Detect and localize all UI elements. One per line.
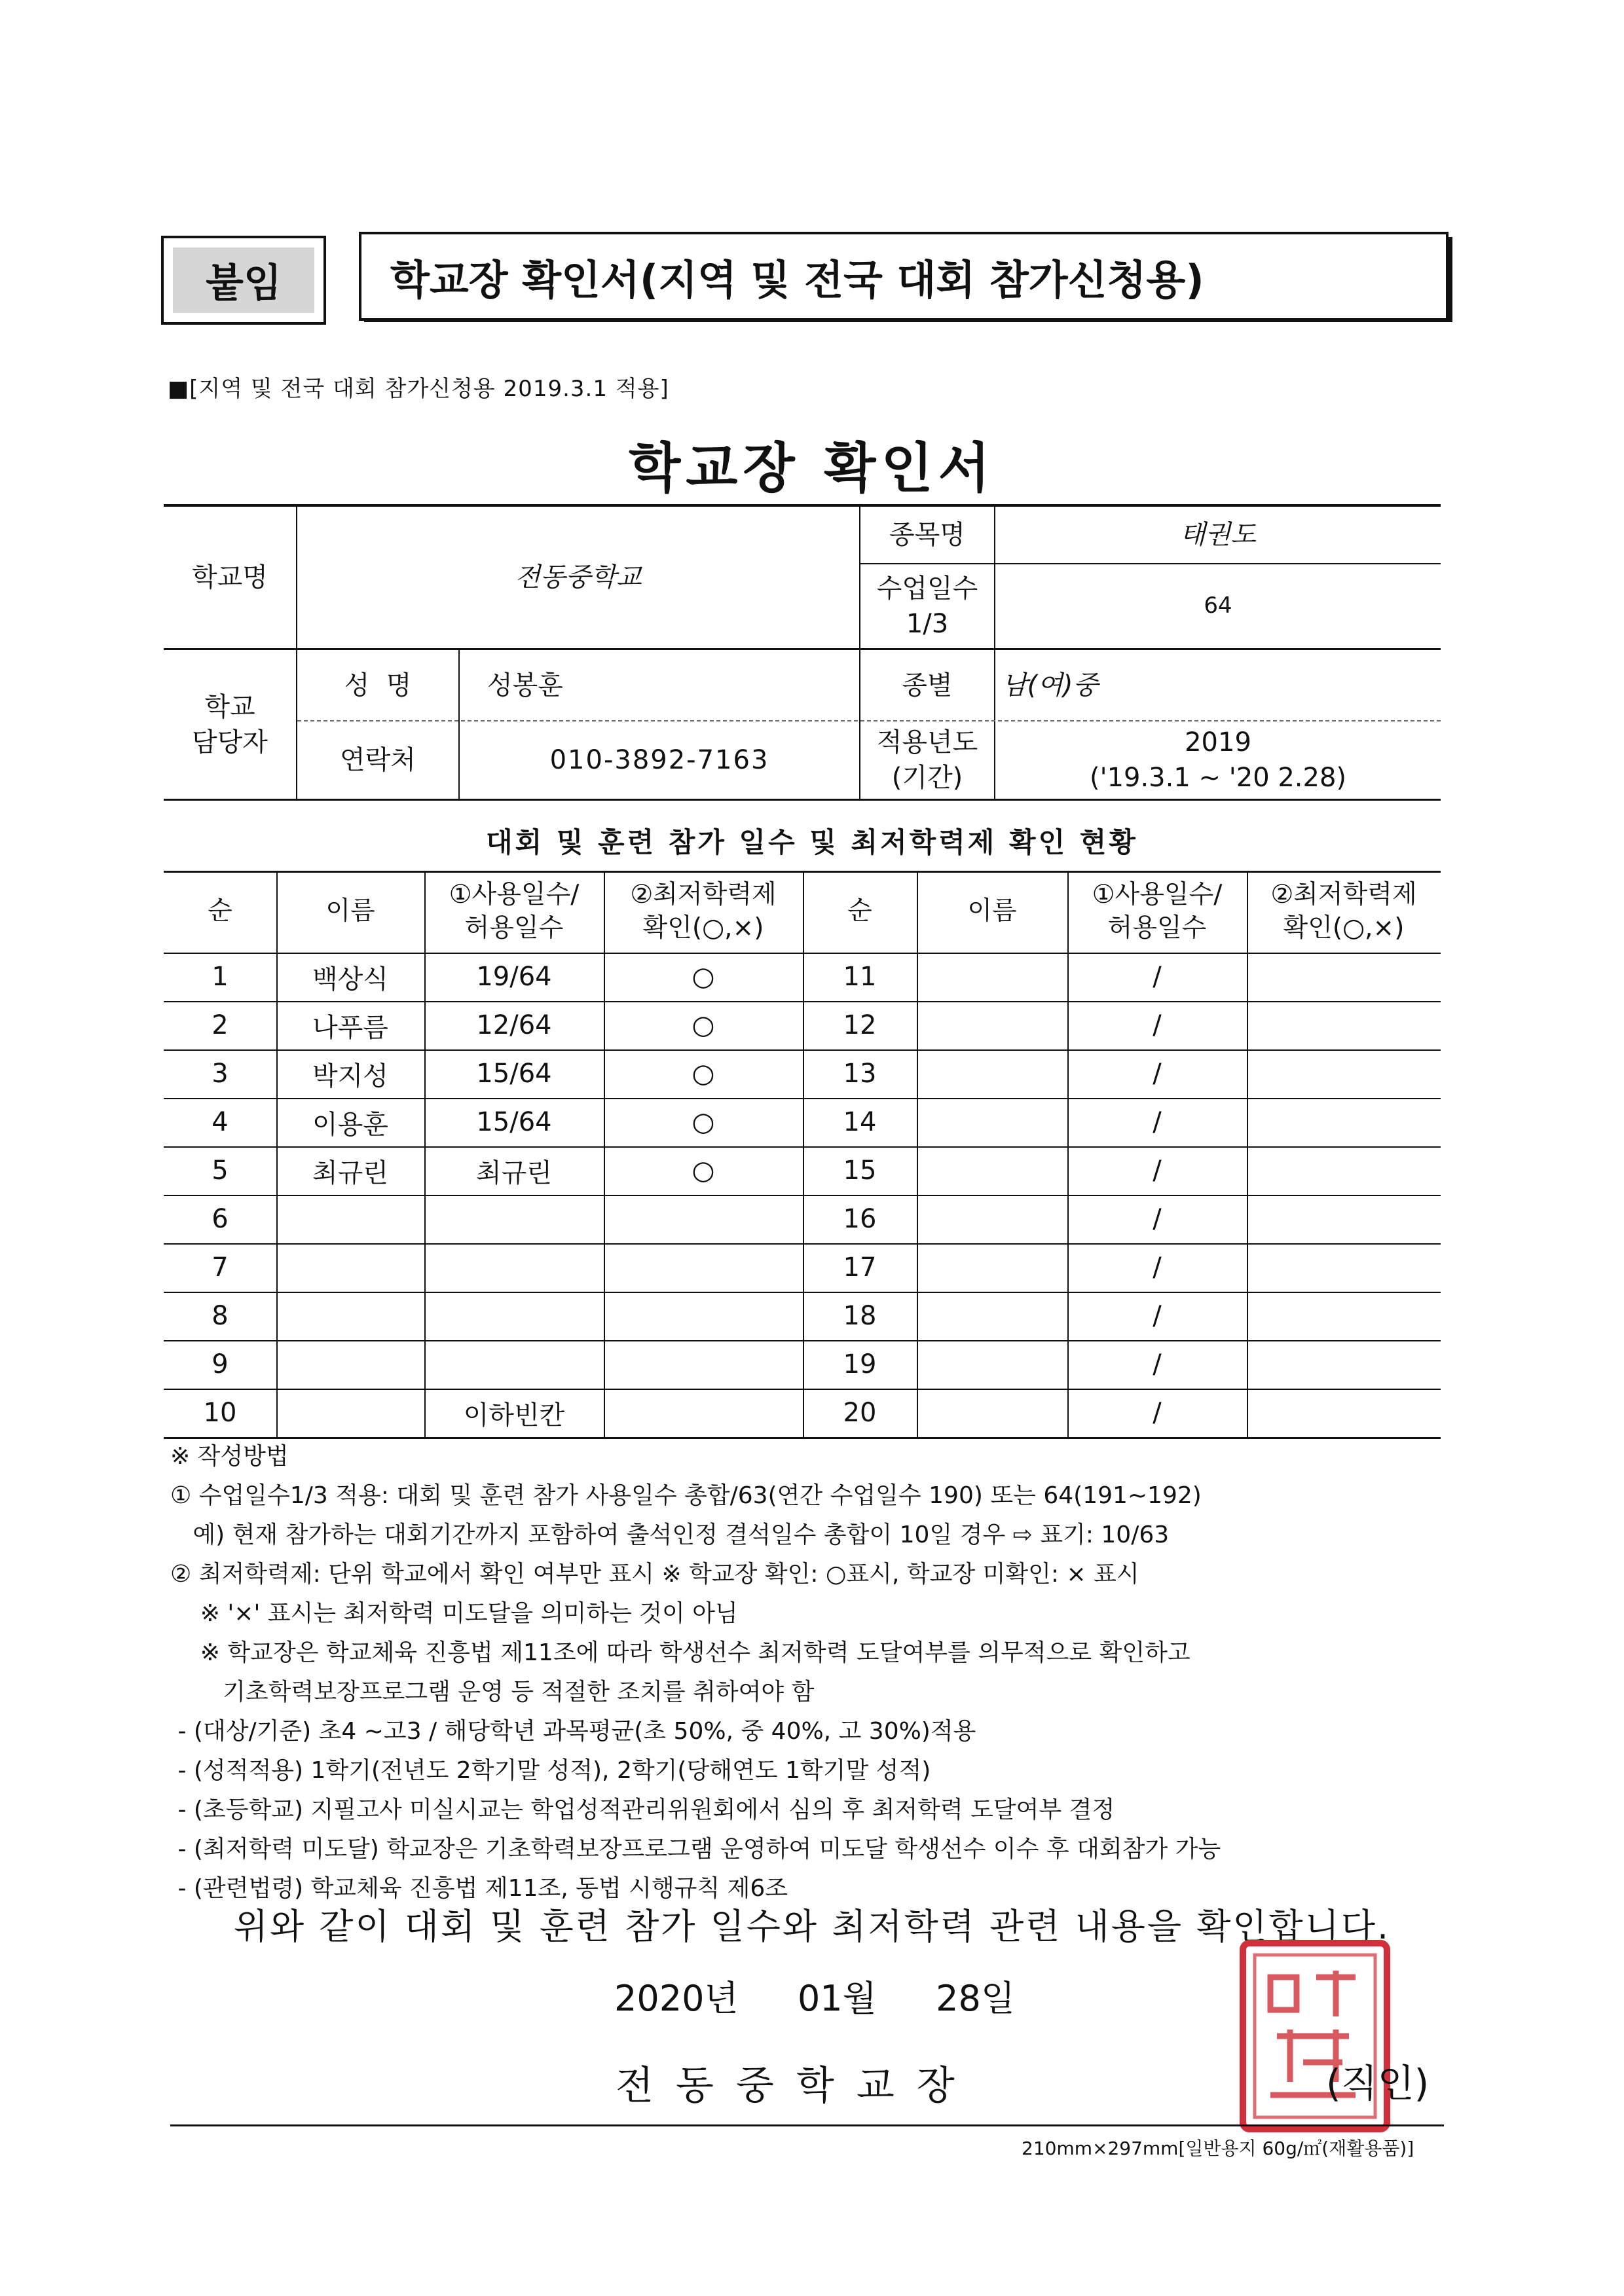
instruction-line: - (성적적용) 1학기(전년도 2학기말 성적), 2학기(당해연도 1학기말 성적)	[170, 1757, 931, 1784]
left-row-name	[276, 1195, 424, 1243]
right-row-check	[1247, 1195, 1441, 1243]
title-shadow-right	[1449, 237, 1452, 321]
left-row-no: 6	[212, 1204, 229, 1234]
footer-rule	[170, 2124, 1444, 2126]
right-row-name	[917, 1001, 1067, 1049]
left-row-name	[276, 1243, 424, 1292]
left-row-no: 4	[212, 1107, 229, 1137]
date-day: 28일	[936, 1978, 1016, 2019]
main-title: 학교장 확인서	[629, 437, 995, 500]
left-header-name: 이름	[325, 896, 375, 926]
school-label: 학교명	[192, 562, 268, 592]
confirmation-statement: 위와 같이 대회 및 훈련 참가 일수와 최저학력 관련 내용을 확인합니다.	[233, 1906, 1391, 1947]
right-header-days: ①사용일수/ 허용일수	[1092, 879, 1223, 943]
right-row-check	[1247, 1146, 1441, 1195]
left-row-check: ○	[692, 1156, 715, 1186]
right-row-no: 20	[843, 1398, 877, 1428]
left-header-days: ①사용일수/ 허용일수	[449, 879, 580, 943]
left-row-days: 19/64	[476, 962, 552, 992]
right-row-check	[1247, 1001, 1441, 1049]
school-days-value: 64	[1204, 592, 1232, 619]
contact-label-line2: 담당자	[192, 727, 268, 757]
right-row-no: 19	[843, 1349, 877, 1379]
apply-year-label	[860, 721, 994, 799]
left-row-days	[424, 1243, 604, 1292]
right-row-days: /	[1153, 1156, 1162, 1186]
apply-year-value-line1: 2019	[1185, 727, 1251, 757]
right-row-no: 18	[843, 1301, 877, 1331]
right-row-days: /	[1153, 1010, 1162, 1040]
left-row-name: 최규린	[312, 1157, 388, 1188]
event-value: 태권도	[1180, 520, 1256, 550]
right-header-no: 순	[847, 896, 872, 926]
apply-year-value	[995, 721, 1441, 799]
right-row-days: /	[1153, 1107, 1162, 1137]
date-month: 01월	[797, 1978, 877, 2019]
left-row-days	[424, 1292, 604, 1340]
name-label: 성 명	[344, 670, 412, 701]
instruction-line: ※ 학교장은 학교체육 진흥법 제11조에 따라 학생선수 최저학력 도달여부를 의무적으로 확인하고	[170, 1639, 1190, 1666]
section-title: 대회 및 훈련 참가 일수 및 최저학력제 확인 현황	[486, 826, 1138, 858]
right-row-no: 14	[843, 1107, 877, 1137]
left-row-no: 3	[212, 1059, 229, 1089]
left-row-days: 15/64	[476, 1059, 552, 1089]
event-label: 종목명	[889, 520, 965, 550]
right-row-name	[917, 1340, 1067, 1389]
right-row-check	[1247, 1098, 1441, 1146]
right-row-no: 16	[843, 1204, 877, 1234]
confirmation-date	[614, 1971, 1015, 2021]
document-title: 학교장 확인서(지역 및 전국 대회 참가신청용)	[390, 255, 1204, 304]
right-row-name	[917, 1146, 1067, 1195]
instruction-line: - (초등학교) 지필고사 미실시교는 학업성적관리위원회에서 심의 후 최저학력 도달여부 결정	[170, 1796, 1115, 1823]
school-days-label	[860, 564, 994, 648]
right-row-name	[917, 1049, 1067, 1098]
left-row-check: ○	[692, 1010, 715, 1040]
right-row-days: /	[1153, 1398, 1162, 1428]
school-value: 전동중학교	[515, 562, 642, 592]
school-days-label-line1: 수업일수	[876, 574, 978, 604]
right-row-days: /	[1153, 1349, 1162, 1379]
left-row-days: 12/64	[476, 1010, 552, 1040]
right-row-no: 11	[843, 962, 877, 992]
left-row-check	[604, 1195, 803, 1243]
right-row-no: 13	[843, 1059, 877, 1089]
right-row-check	[1247, 1049, 1441, 1098]
contact-label-line1: 학교	[204, 691, 255, 722]
gender-label: 종별	[902, 670, 953, 701]
left-row-name: 박지성	[312, 1061, 388, 1091]
instruction-line: ※ 작성방법	[170, 1443, 289, 1470]
left-row-name: 나푸름	[312, 1012, 388, 1043]
left-row-days	[424, 1195, 604, 1243]
right-row-check	[1247, 1389, 1441, 1437]
gender-value: 남(여)중	[1002, 670, 1099, 701]
right-row-check	[1247, 1292, 1441, 1340]
right-row-days: /	[1153, 962, 1162, 992]
left-row-days: 15/64	[476, 1107, 552, 1137]
right-row-no: 12	[843, 1010, 877, 1040]
school-days-label-line2: 1/3	[906, 609, 949, 639]
apply-year-value-line2: ('19.3.1 ~ '20 2.28)	[1089, 763, 1347, 793]
left-row-no: 10	[203, 1398, 237, 1428]
paper-spec-footer: 210mm×297mm[일반용지 60g/㎡(재활용품)]	[1022, 2138, 1414, 2159]
left-row-check: ○	[692, 962, 715, 992]
seal-label: (직인)	[1326, 2061, 1430, 2105]
right-row-name	[917, 1098, 1067, 1146]
left-row-name	[276, 1389, 424, 1437]
right-header-name: 이름	[967, 896, 1017, 926]
right-row-check	[1247, 953, 1441, 1001]
left-row-no: 8	[212, 1301, 229, 1331]
left-row-check	[604, 1389, 803, 1437]
left-row-days: 이하빈칸	[463, 1400, 565, 1430]
left-row-check	[604, 1340, 803, 1389]
attachment-tag-label: 붙임	[173, 247, 314, 313]
apply-year-label-line2: (기간)	[891, 763, 963, 793]
right-row-name	[917, 1243, 1067, 1292]
right-row-check	[1247, 1340, 1441, 1389]
instruction-line: 예) 현재 참가하는 대회기간까지 포함하여 출석인정 결석일수 총합이 10일 경우 ⇨ 표기: 10/63	[170, 1522, 1170, 1548]
info-bottom-rule	[164, 799, 1441, 801]
left-row-name	[276, 1340, 424, 1389]
date-year: 2020년	[614, 1978, 739, 2019]
right-row-name	[917, 1292, 1067, 1340]
right-row-name	[917, 1389, 1067, 1437]
left-row-days	[424, 1340, 604, 1389]
left-row-check	[604, 1292, 803, 1340]
left-row-no: 9	[212, 1349, 229, 1379]
left-row-name: 이용훈	[312, 1109, 388, 1140]
phone-label: 연락처	[340, 745, 416, 775]
left-row-no: 1	[212, 962, 229, 992]
right-row-no: 15	[843, 1156, 877, 1186]
instruction-line: ① 수업일수1/3 적용: 대회 및 훈련 참가 사용일수 총합/63(연간 수업일수 190) 또는 64(191~192)	[170, 1482, 1202, 1509]
principal-title: 전동중학교장	[616, 2063, 977, 2109]
instruction-line: - (최저학력 미도달) 학교장은 기초학력보장프로그램 운영하여 미도달 학생선수 이수 후 대회참가 가능	[170, 1836, 1221, 1863]
right-row-days: /	[1153, 1059, 1162, 1089]
left-row-check	[604, 1243, 803, 1292]
document-title-box	[359, 232, 1449, 321]
contact-label	[164, 650, 296, 799]
right-row-days: /	[1153, 1252, 1162, 1283]
right-row-name	[917, 953, 1067, 1001]
attachment-tag	[161, 236, 326, 325]
instruction-line: - (관련법령) 학교체육 진흥법 제11조, 동법 시행규칙 제6조	[170, 1875, 788, 1902]
right-row-check	[1247, 1243, 1441, 1292]
left-header-check: ②최저학력제 확인(○,×)	[630, 879, 777, 943]
right-header-check: ②최저학력제 확인(○,×)	[1270, 879, 1417, 943]
left-row-name	[276, 1292, 424, 1340]
left-row-check: ○	[692, 1059, 715, 1089]
left-header-no: 순	[208, 896, 232, 926]
left-row-name: 백상식	[312, 964, 388, 994]
instruction-line: ※ '×' 표시는 최저학력 미도달을 의미하는 것이 아님	[170, 1600, 738, 1627]
writing-instructions	[170, 1437, 1480, 1908]
instruction-line: ② 최저학력제: 단위 학교에서 확인 여부만 표시 ※ 학교장 확인: ○표시, 학교장 미확인: × 표시	[170, 1561, 1139, 1588]
instruction-line: 기초학력보장프로그램 운영 등 적절한 조치를 취하여야 함	[170, 1679, 815, 1705]
name-value: 성봉훈	[487, 670, 563, 701]
applicability-note: ■[지역 및 전국 대회 참가신청용 2019.3.1 적용]	[168, 376, 669, 402]
left-row-days: 최규린	[476, 1157, 552, 1188]
phone-value: 010-3892-7163	[549, 745, 769, 775]
right-row-no: 17	[843, 1252, 877, 1283]
apply-year-label-line1: 적용년도	[876, 727, 978, 757]
left-row-no: 7	[212, 1252, 229, 1283]
right-row-days: /	[1153, 1204, 1162, 1234]
right-row-name	[917, 1195, 1067, 1243]
left-row-check: ○	[692, 1107, 715, 1137]
right-row-days: /	[1153, 1301, 1162, 1331]
instruction-line: - (대상/기준) 초4 ~고3 / 해당학년 과목평균(초 50%, 중 40%, 고 30%)적용	[170, 1718, 976, 1745]
left-row-no: 2	[212, 1010, 229, 1040]
left-row-no: 5	[212, 1156, 229, 1186]
